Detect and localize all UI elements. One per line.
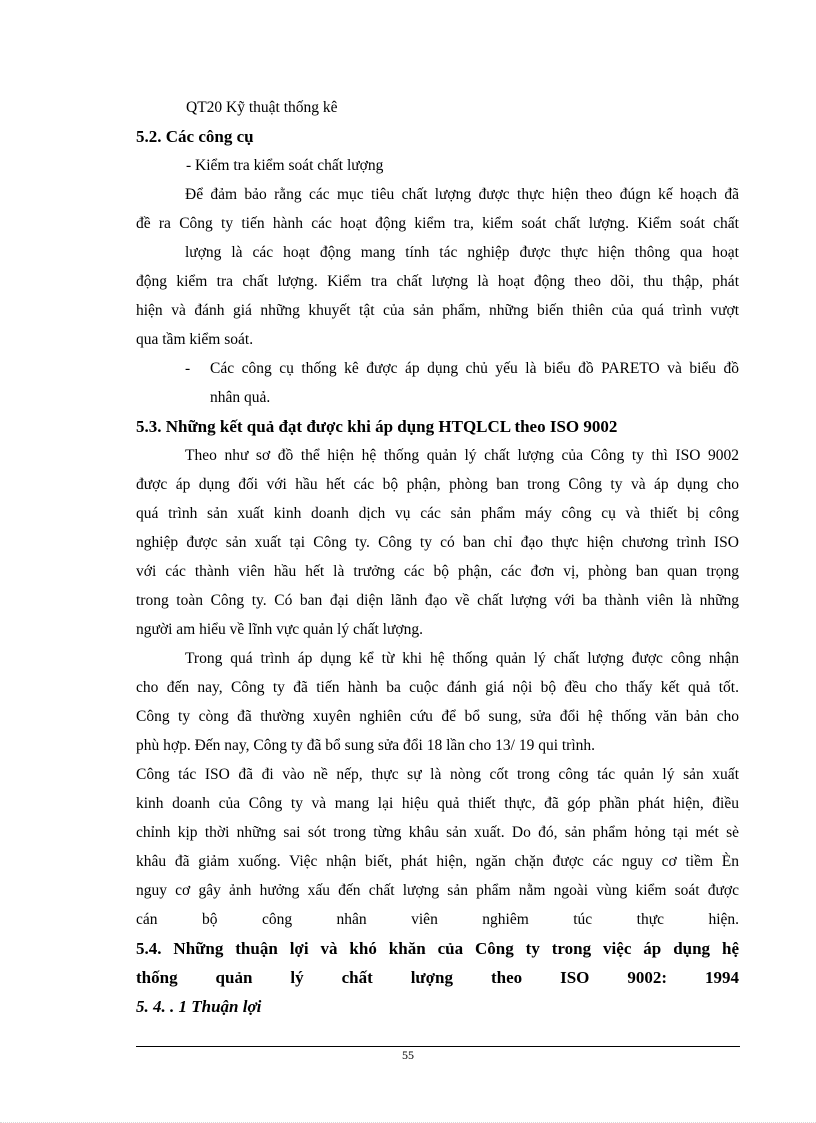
paragraph-line: quá trình sản xuất kinh doanh dịch vụ các sản phẩm máy công cụ và thiết bị công — [136, 505, 739, 522]
paragraph-line: khâu đã giảm xuống. Việc nhận biết, phát hiện, ngăn chặn được các nguy cơ tiềm Èn — [136, 853, 739, 870]
footer-rule — [136, 1046, 740, 1047]
paragraph-line: cho đến nay, Công ty đã tiến hành ba cuộc đánh giá nội bộ đều cho thấy kết quả tốt. — [136, 679, 739, 696]
paragraph-line: Trong quá trình áp dụng kể từ khi hệ thống quản lý chất lượng được công nhận — [185, 650, 739, 667]
bullet-dash: - — [185, 360, 191, 377]
paragraph-iso-work — [136, 760, 739, 934]
paragraph-line: nguy cơ gây ảnh hưởng xấu đến chất lượng sản phẩm nằm ngoài vùng kiểm soát được — [136, 882, 739, 899]
paragraph-line: được áp dụng đối với hầu hết các bộ phận, phòng ban trong Công ty và áp dụng cho — [136, 476, 739, 493]
paragraph-quality-control — [136, 180, 739, 354]
bullet-line — [136, 354, 739, 383]
paragraph-line: với các thành viên hầu hết là trưởng các bộ phận, các đơn vị, phòng ban quan trọng — [136, 563, 739, 580]
paragraph-line: đề ra Công ty tiến hành các hoạt động kiểm tra, kiểm soát chất lượng. Kiểm soát chất — [136, 215, 739, 232]
page-number: 55 — [402, 1048, 414, 1062]
paragraph-line: qua tầm kiểm soát. — [136, 331, 254, 348]
paragraph-line: nghiệp được sản xuất tại Công ty. Công ty có ban chỉ đạo thực hiện chương trình ISO — [136, 534, 739, 551]
paragraph-line: động kiểm tra chất lượng. Kiểm tra chất lượng là hoạt động theo dõi, thu thập, phát — [136, 273, 739, 290]
paragraph-line: kinh doanh của Công ty và mang lại hiệu quả thiết thực, đã góp phần phát hiện, điều — [136, 795, 739, 812]
page-body — [136, 93, 739, 1021]
paragraph-line: hiện và đánh giá những khuyết tật của sản phẩm, những biến thiên của quá trình vượt — [136, 302, 739, 319]
subsection-heading-5-4-1: 5. 4. . 1 Thuận lợi — [136, 997, 262, 1016]
bullet-statistical-tools — [136, 354, 739, 412]
paragraph-line: Công tác ISO đã đi vào nề nếp, thực sự là nòng cốt trong công tác quản lý sản xuất — [136, 766, 739, 783]
section-heading-5-3: 5.3. Những kết quả đạt được khi áp dụng HTQLCL theo ISO 9002 — [136, 417, 618, 436]
paragraph-line: cán bộ công nhân viên nghiêm túc thực hiện. — [136, 911, 739, 928]
paragraph-line: Theo như sơ đồ thể hiện hệ thống quản lý chất lượng của Công ty thì ISO 9002 — [185, 447, 739, 464]
paragraph-line: phù hợp. Đến nay, Công ty đã bổ sung sửa đổi 18 lần cho 13/ 19 qui trình. — [136, 737, 596, 754]
section-heading-5-2: 5.2. Các công cụ — [136, 127, 254, 146]
paragraph-line: chỉnh kịp thời những sai sót trong từng khâu sản xuất. Do đó, sản phẩm hỏng tại mét sè — [136, 824, 739, 841]
section-heading-5-4-cont: thống quản lý chất lượng theo ISO 9002: 1994 — [136, 968, 739, 987]
quality-control-item: - Kiểm tra kiểm soát chất lượng — [186, 157, 384, 174]
paragraph-iso-applied — [136, 441, 739, 644]
bullet-continuation: nhân quả. — [210, 389, 271, 406]
qt20-line: QT20 Kỹ thuật thống kê — [186, 99, 338, 116]
paragraph-internal-audits — [136, 644, 739, 760]
paragraph-line: Để đảm bảo rằng các mục tiêu chất lượng được thực hiện theo đúgn kế hoạch đã — [185, 186, 739, 203]
bullet-text: Các công cụ thống kê được áp dụng chủ yếu là biểu đồ PARETO và biểu đồ — [210, 360, 739, 377]
section-heading-5-4: 5.4. Những thuận lợi và khó khăn của Công ty trong việc áp dụng hệ — [136, 939, 739, 958]
paragraph-line: Công ty còng đã thường xuyên nghiên cứu để bổ sung, sửa đổi hệ thống văn bản cho — [136, 708, 739, 725]
paragraph-line: người am hiểu về lĩnh vực quản lý chất lượng. — [136, 621, 423, 638]
paragraph-line: trong toàn Công ty. Có ban đại diện lãnh đạo về chất lượng với ba thành viên là những — [136, 592, 739, 609]
paragraph-line: lượng là các hoạt động mang tính tác nghiệp được thực hiện thông qua hoạt — [185, 244, 739, 261]
